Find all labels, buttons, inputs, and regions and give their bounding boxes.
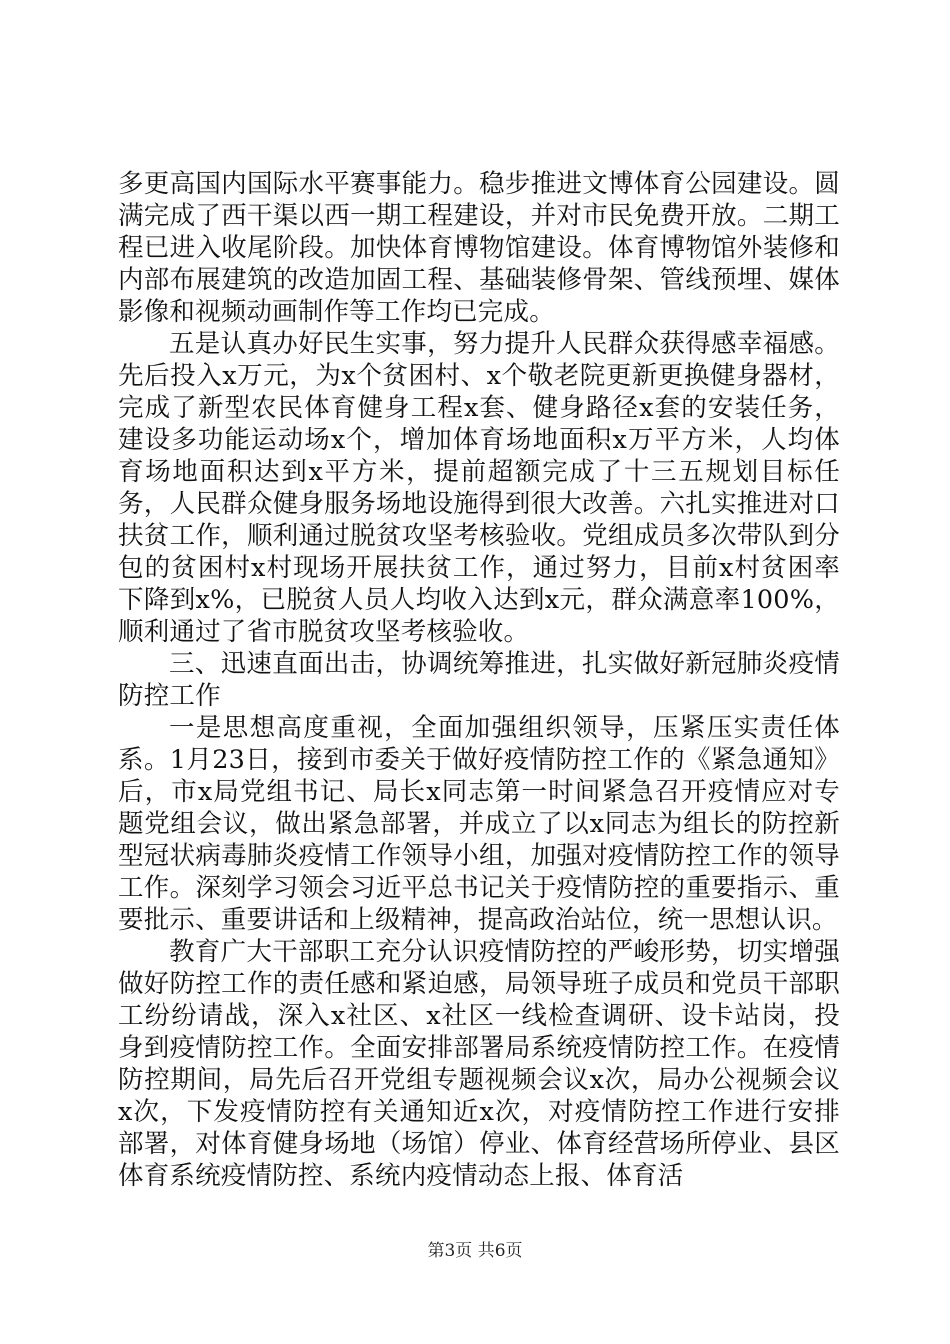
paragraph-sports-park: 多更高国内国际水平赛事能力。稳步推进文博体育公园建设。圆满完成了西干渠以西一期工程建设，并对市民免费开放。二期工程已进入收尾阶段。加快体育博物馆建设。体育博物馆外装修和内部布展建筑的改造加固工程、基础装修骨架、管线预埋、媒体影像和视频动画制作等工作均已完成。: [118, 169, 840, 327]
page-number-footer: 第3页 共6页: [427, 1241, 523, 1261]
section-heading-epidemic: 三、迅速直面出击，协调统筹推进，扎实做好新冠肺炎疫情防控工作: [118, 649, 840, 711]
paragraph-leadership: 一是思想高度重视，全面加强组织领导，压紧压实责任体系。1月23日，接到市委关于做好疫情防控工作的《紧急通知》后，市x局党组书记、局长x同志第一时间紧急召开疫情应对专题党组会议，做出紧急部署，并成立了以x同志为组长的防控新型冠状病毒肺炎疫情工作领导小组，加强对疫情防控工作的领导工作。深刻学习领会习近平总书记关于疫情防控的重要指示、重要批示、重要讲话和上级精神，提高政治站位，统一思想认识。: [118, 713, 840, 935]
paragraph-education: 教育广大干部职工充分认识疫情防控的严峻形势，切实增强做好防控工作的责任感和紧迫感，局领导班子成员和党员干部职工纷纷请战，深入x社区、x社区一线检查调研、设卡站岗，投身到疫情防控工作。全面安排部署局系统疫情防控工作。在疫情防控期间，局先后召开党组专题视频会议x次，局办公视频会议x次，下发疫情防控有关通知近x次，对疫情防控工作进行安排部署，对体育健身场地（场馆）停业、体育经营场所停业、县区体育系统疫情防控、系统内疫情动态上报、体育活: [118, 937, 840, 1191]
document-body: [118, 168, 840, 1192]
paragraph-livelihood: 五是认真办好民生实事，努力提升人民群众获得感幸福感。先后投入x万元，为x个贫困村、x个敬老院更新更换健身器材，完成了新型农民体育健身工程x套、健身路径x套的安装任务，建设多功能运动场x个，增加体育场地面积x万平方米，人均体育场地面积达到x平方米，提前超额完成了十三五规划目标任务，人民群众健身服务场地设施得到很大改善。六扎实推进对口扶贫工作，顺利通过脱贫攻坚考核验收。党组成员多次带队到分包的贫困村x村现场开展扶贫工作，通过努力，目前x村贫困率下降到x%，已脱贫人员人均收入达到x元，群众满意率100%，顺利通过了省市脱贫攻坚考核验收。: [118, 329, 840, 647]
